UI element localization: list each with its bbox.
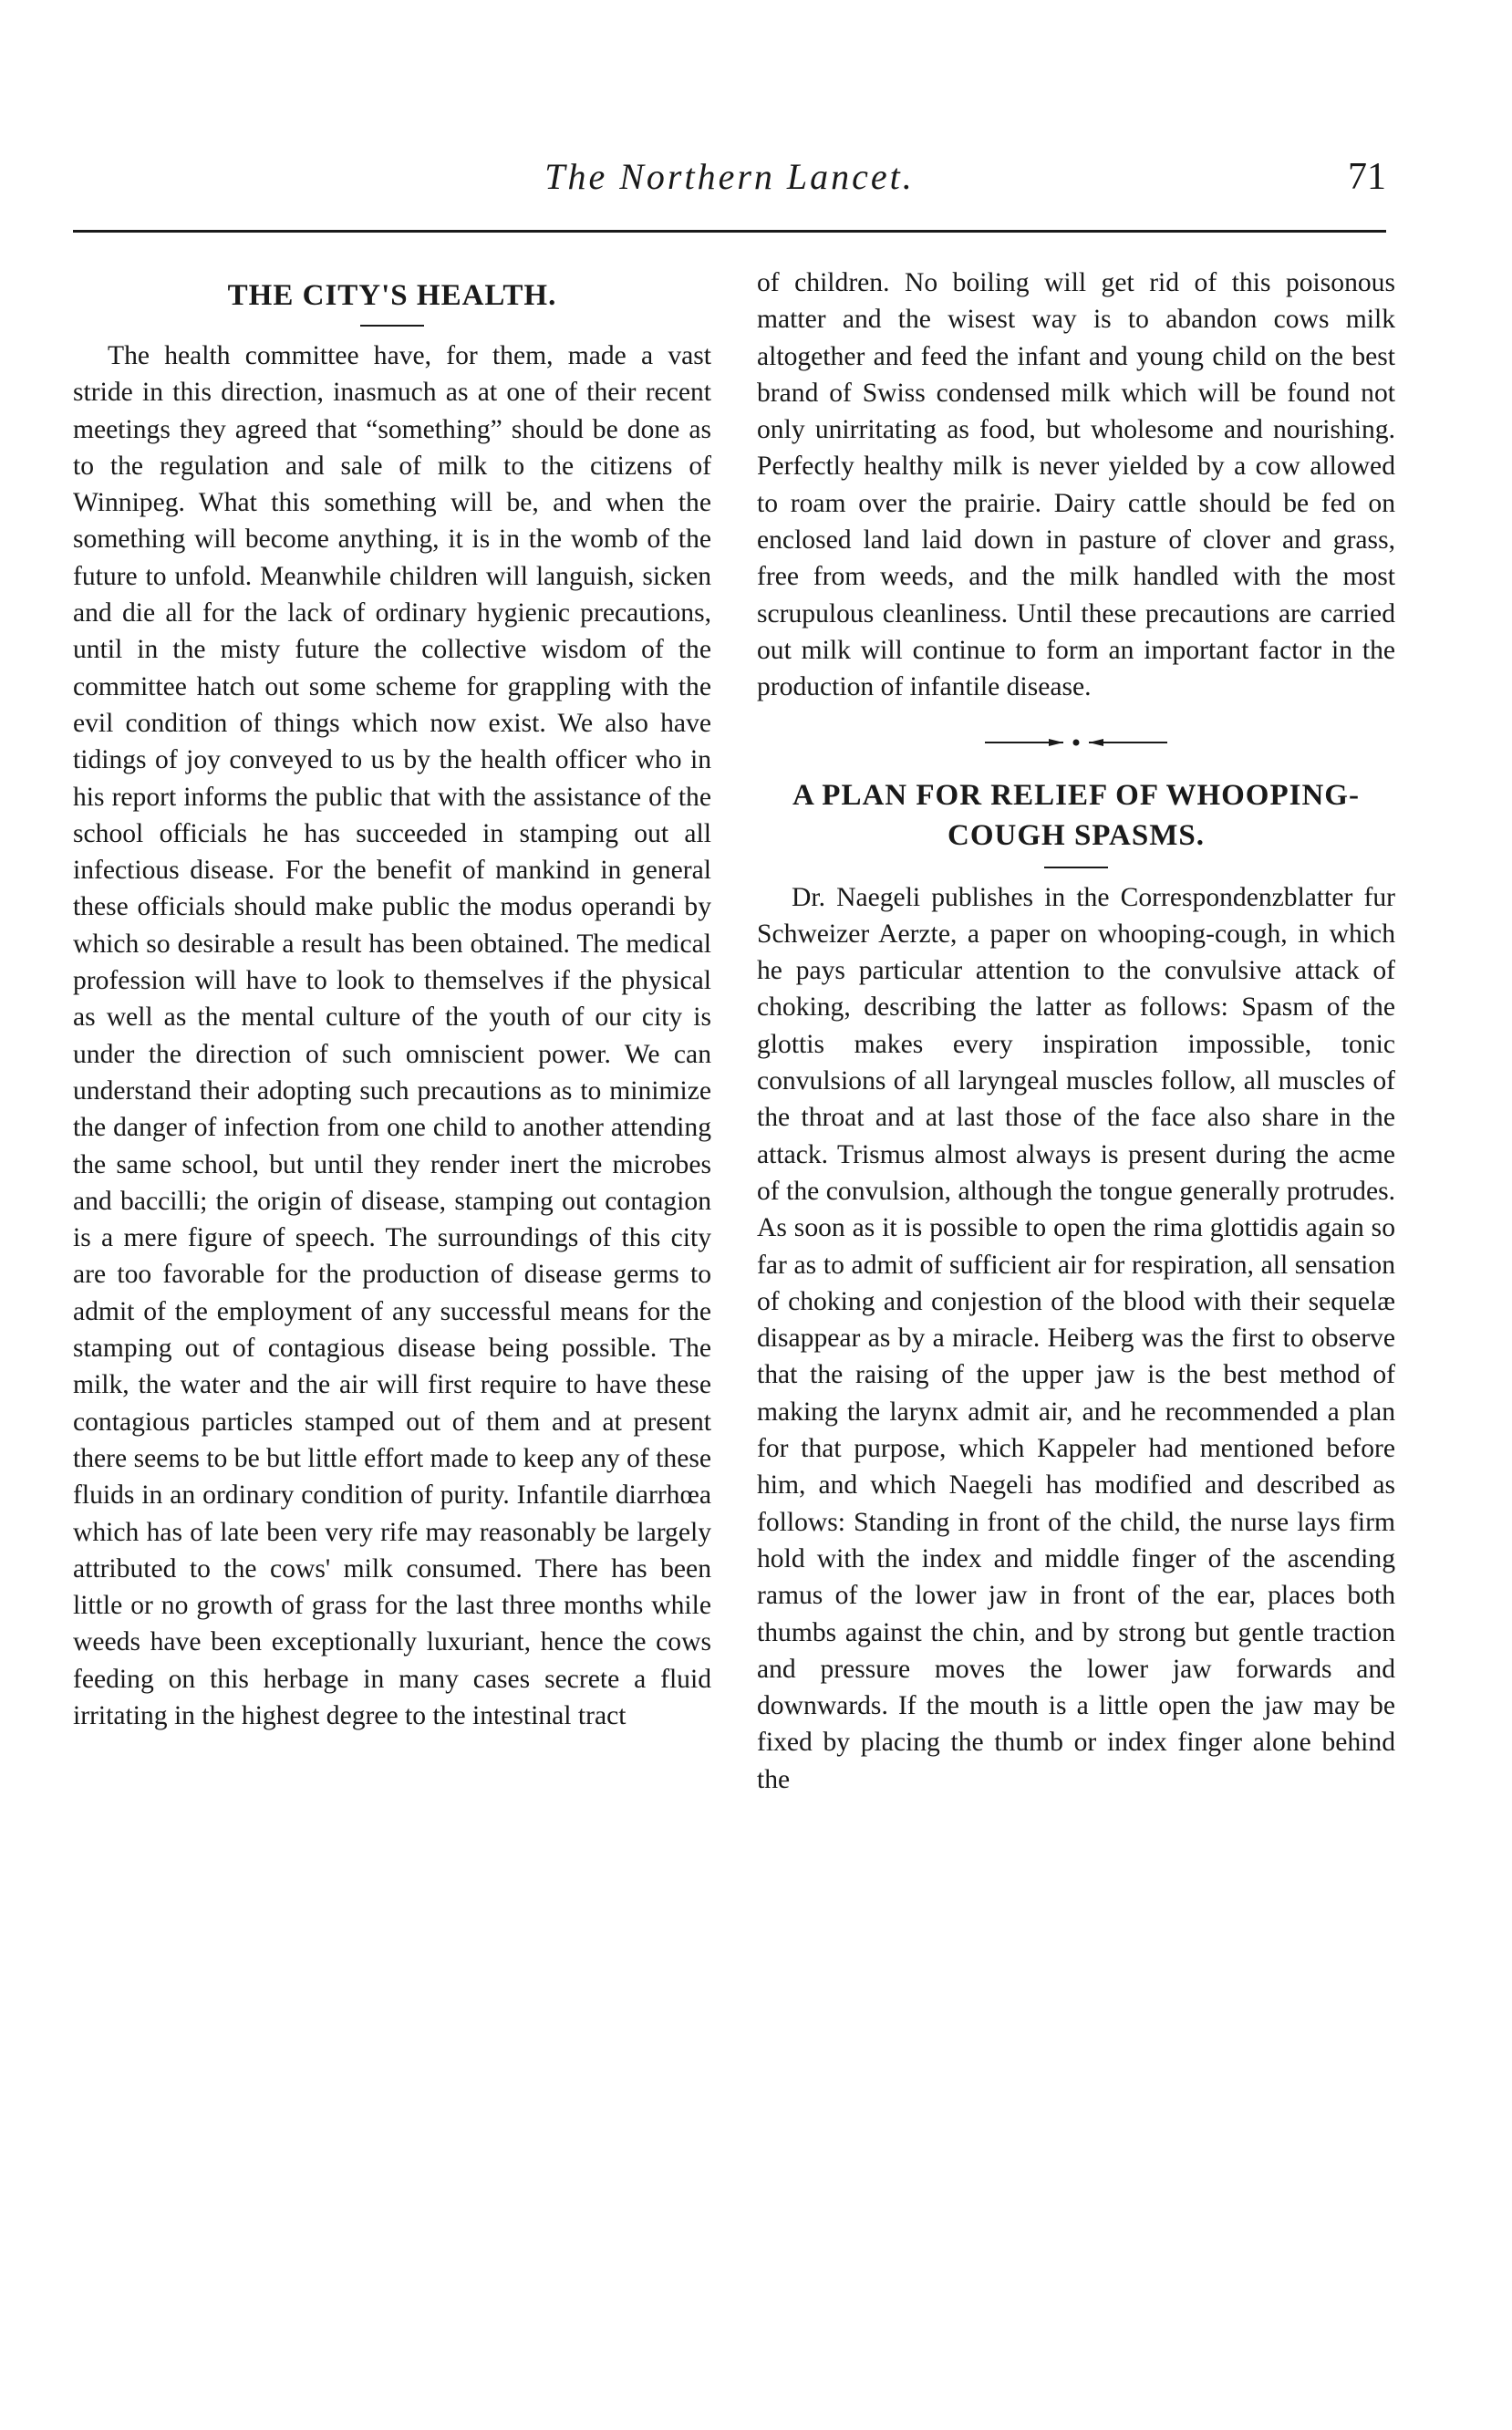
section-divider-ornament xyxy=(757,733,1395,752)
title-rule xyxy=(1044,867,1108,868)
journal-title: The Northern Lancet. xyxy=(544,156,915,197)
header-rule xyxy=(73,230,1386,233)
article-body-city-health-continued xyxy=(757,265,1395,706)
article-body-whooping-cough xyxy=(757,879,1395,1798)
article-body-city-health xyxy=(73,338,711,1734)
right-column xyxy=(757,265,1395,1798)
article-title-city-health: THE CITY'S HEALTH. xyxy=(227,279,557,312)
title-rule xyxy=(360,325,424,327)
left-column xyxy=(73,265,711,1734)
running-head xyxy=(73,155,1386,210)
page-number: 71 xyxy=(1348,156,1386,198)
paragraph: Dr. Naegeli publishes in the Correspondenzblatter fur Schweizer Aerzte, a paper on whooping-cough, in which he pays particular attention to the convulsive attack of choking, describing the latter as follows: Spasm of the glottis makes every inspiration impossible, tonic convulsions of all laryngeal muscles follow, all muscles of the throat and at last those of the face also share in the attack. Trismus almost always is present during the acme of the convulsion, although the tongue generally protrudes. As soon as it is possible to open the rima glottidis again so far as to admit of sufficient air for respiration, all sensation of choking and conjestion of the blood with their sequelæ disappear as by a miracle. Heiberg was the first to observe that the raising of the upper jaw is the best method of making the larynx admit air, and he recommended a plan for that purpose, which Kappeler had mentioned before him, and which Naegeli has modified and described as follows: Standing in front of the child, the nurse lays firm hold with the index and middle finger of the ascending ramus of the lower jaw in front of the ear, places both thumbs against the chin, and by strong but gentle traction and pressure moves the lower jaw forwards and downwards. If the mouth is a little open the jaw may be fixed by placing the thumb or index finger alone behind the xyxy=(757,882,1395,1794)
ornament-icon xyxy=(976,733,1176,752)
article-title-whooping-cough: A PLAN FOR RELIEF OF WHOOPING-COUGH SPASMS. xyxy=(792,778,1360,852)
paragraph: The health committee have, for them, made a vast stride in this direction, inasmuch as at one of their recent meetings they agreed that “something” should be done as to the regulation and sale of milk to the citizens of Winnipeg. What this something will be, and when the something will become anything, it is in the womb of the future to unfold. Meanwhile children will languish, sicken and die all for the lack of ordinary hygienic precautions, until in the misty future the collective wisdom of the committee hatch out some scheme for grappling with the evil condition of things which now exist. We also have tidings of joy conveyed to us by the health officer who in his report informs the public that with the assistance of the school officials he has succeeded in stamping out all infectious disease. For the benefit of mankind in general these officials should make public the modus operandi by which so desirable a result has been obtained. The medical profession will have to look to themselves if the physical as well as the mental culture of the youth of our city is under the direction of such omniscient power. We can understand their adopting such precautions as to minimize the danger of infection from one child to another attending the same school, but until they render inert the microbes and baccilli; the origin of disease, stamping out contagion is a mere figure of speech. The surroundings of this city are too favorable for the production of disease germs to admit of the employment of any successful means for the stamping out of contagious disease being possible. The milk, the water and the air will first require to have these contagious particles stamped out of them and at present there seems to be but little effort made to keep any of these fluids in an ordinary condition of purity. Infantile diarrhœa which has of late been very rife may reasonably be largely attributed to the cows' milk consumed. There has been little or no growth of grass for the last three months while weeds have been exceptionally luxuriant, hence the cows feeding on this herbage in many cases secrete a fluid irritating in the highest degree to the intestinal tract xyxy=(73,341,711,1730)
paragraph: of children. No boiling will get rid of this poisonous matter and the wisest way is to abandon cows milk altogether and feed the infant and young child on the best brand of Swiss condensed milk which will be found not only unirritating as food, but wholesome and nourishing. Perfectly healthy milk is never yielded by a cow allowed to roam over the prairie. Dairy cattle should be fed on enclosed land laid down in pasture of clover and grass, free from weeds, and the milk handled with the most scrupulous cleanliness. Until these precautions are carried out milk will continue to form an important factor in the production of infantile disease. xyxy=(757,268,1395,702)
